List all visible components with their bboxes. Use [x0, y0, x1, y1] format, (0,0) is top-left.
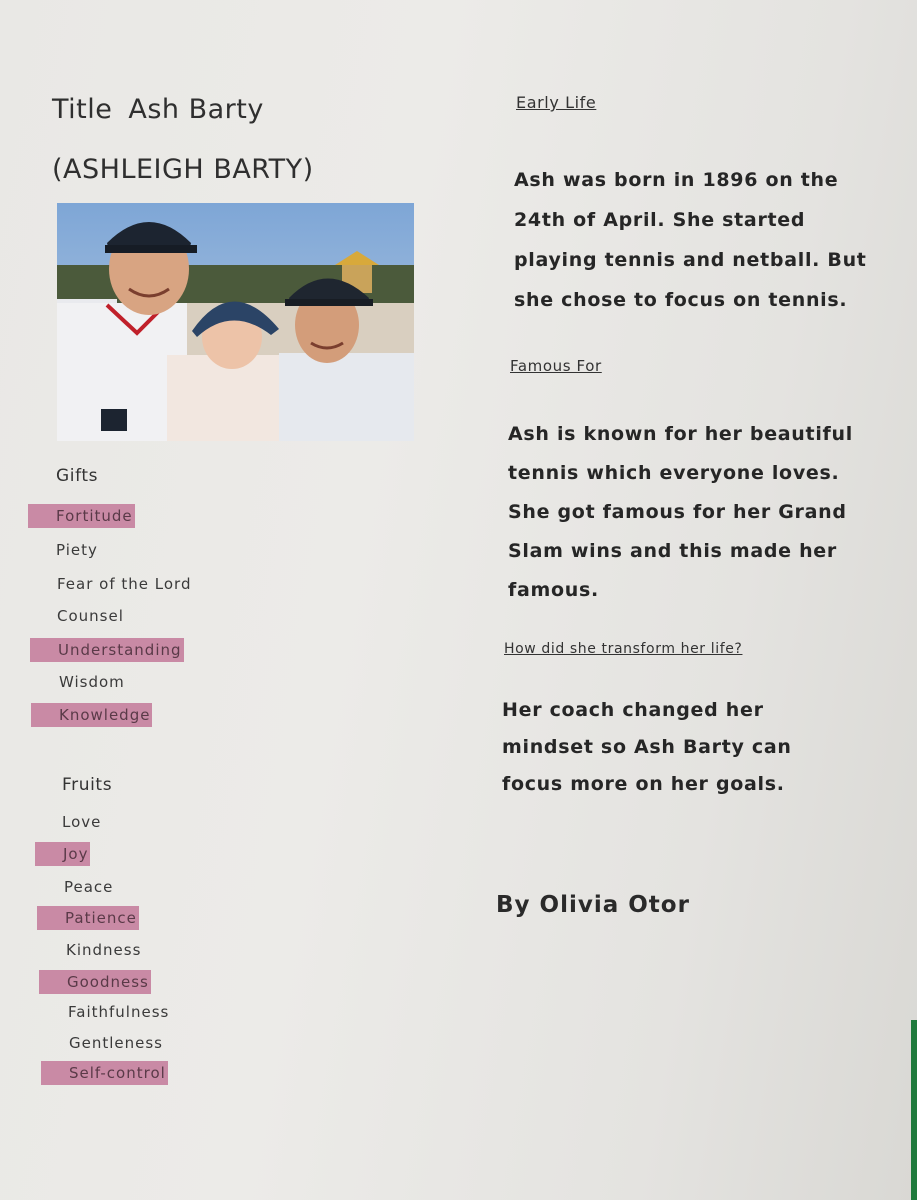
text-line: Ash was born in 1896 on the: [514, 169, 839, 191]
full-name: (ASHLEIGH BARTY): [52, 154, 314, 185]
fruits-item: Gentleness: [69, 1034, 164, 1052]
fruits-item: Joy: [35, 842, 90, 866]
fruits-item: Peace: [64, 878, 114, 896]
gifts-item: Fear of the Lord: [57, 575, 192, 593]
text-line: She got famous for her Grand: [508, 501, 847, 523]
early-life-heading: Early Life: [516, 93, 597, 112]
gifts-item: Piety: [56, 541, 98, 559]
text-line: 24th of April. She started: [514, 209, 806, 231]
famous-for-heading: Famous For: [510, 357, 602, 375]
photo-illustration: [57, 203, 414, 441]
author-byline: By Olivia Otor: [496, 892, 690, 918]
transform-text: [502, 692, 792, 803]
family-photo: [57, 203, 414, 441]
text-line: playing tennis and netball. But: [514, 249, 867, 271]
fruits-heading: Fruits: [62, 775, 113, 795]
gifts-item: Wisdom: [59, 673, 125, 691]
fruits-item: Goodness: [39, 970, 151, 994]
text-line: tennis which everyone loves.: [508, 462, 840, 484]
fruits-item: Kindness: [66, 941, 142, 959]
fruits-item: Self-control: [41, 1061, 168, 1085]
title-label: Title: [52, 94, 113, 125]
gifts-item: Counsel: [57, 607, 124, 625]
fruits-item: Faithfulness: [68, 1003, 170, 1021]
text-line: she chose to focus on tennis.: [514, 289, 848, 311]
famous-for-text: [508, 415, 853, 610]
gifts-item: Understanding: [30, 638, 184, 662]
title-line: [52, 94, 264, 125]
text-line: famous.: [508, 579, 599, 601]
title-name: Ash Barty: [128, 94, 264, 125]
gifts-item: Knowledge: [31, 703, 152, 727]
text-line: focus more on her goals.: [502, 773, 785, 795]
early-life-text: [514, 160, 867, 320]
text-line: Ash is known for her beautiful: [508, 423, 853, 445]
fruits-item: Love: [62, 813, 102, 831]
text-line: Her coach changed her: [502, 699, 764, 721]
fruits-item: Patience: [37, 906, 139, 930]
green-edge: [911, 1020, 917, 1200]
gifts-heading: Gifts: [56, 466, 99, 486]
gifts-item: Fortitude: [28, 504, 135, 528]
transform-heading: How did she transform her life?: [504, 641, 743, 657]
text-line: Slam wins and this made her: [508, 540, 837, 562]
text-line: mindset so Ash Barty can: [502, 736, 792, 758]
